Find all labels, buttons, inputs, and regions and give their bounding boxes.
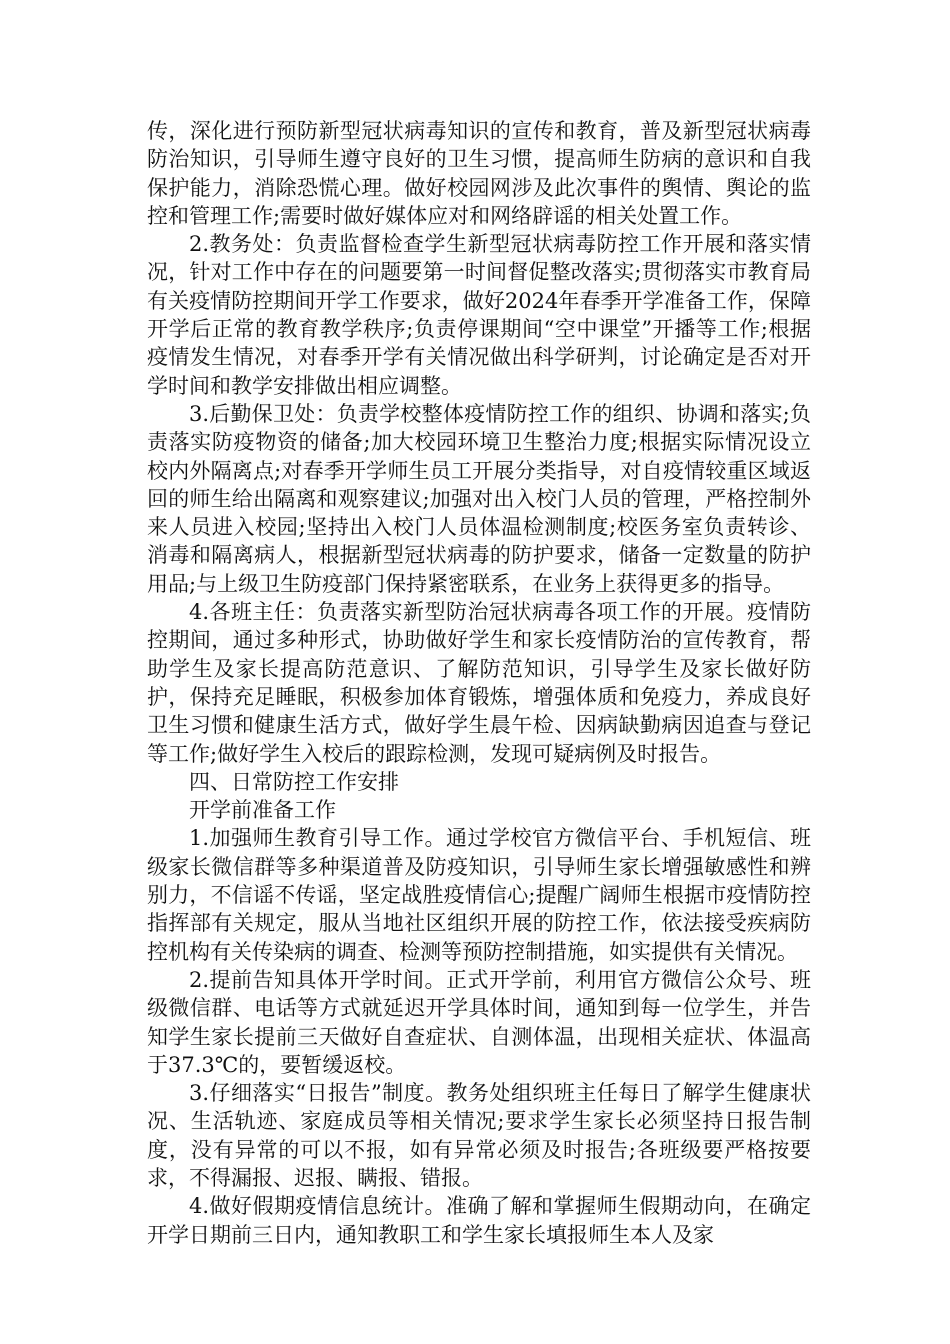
paragraph: 4.做好假期疫情信息统计。准确了解和掌握师生假期动向，在确定开学日期前三日内，通知教职工和学生家长填报师生本人及家: [147, 1194, 811, 1247]
paragraph: 3.后勤保卫处：负责学校整体疫情防控工作的组织、协调和落实;负责落实防疫物资的储备;加大校园环境卫生整治力度;根据实际情况设立校内外隔离点;对春季开学师生员工开展分类指导，对自疫情较重区域返回的师生给出隔离和观察建议;加强对出入校门人员的管理，严格控制外来人员进入校园;坚持出入校门人员体温检测制度;校医务室负责转诊、消毒和隔离病人，根据新型冠状病毒的防护要求，储备一定数量的防护用品;与上级卫生防疫部门保持紧密联系，在业务上获得更多的指导。: [147, 401, 811, 596]
paragraph: 1.加强师生教育引导工作。通过学校官方微信平台、手机短信、班级家长微信群等多种渠道普及防疫知识，引导师生家长增强敏感性和辨别力，不信谣不传谣，坚定战胜疫情信心;提醒广阔师生根据市疫情防控指挥部有关规定，服从当地社区组织开展的防控工作，依法接受疾病防控机构有关传染病的调查、检测等预防控制措施，如实提供有关情况。: [147, 826, 811, 964]
document-page: [147, 117, 811, 1249]
paragraph: 2.教务处：负责监督检查学生新型冠状病毒防控工作开展和落实情况，针对工作中存在的问题要第一时间督促整改落实;贯彻落实市教育局有关疫情防控期间开学工作要求，做好2024年春季开学准备工作，保障开学后正常的教育教学秩序;负责停课期间“空中课堂”开播等工作;根据疫情发生情况，对春季开学有关情况做出科学研判，讨论确定是否对开学时间和教学安排做出相应调整。: [147, 232, 811, 398]
paragraph: 2.提前告知具体开学时间。正式开学前，利用官方微信公众号、班级微信群、电话等方式就延迟开学具体时间，通知到每一位学生，并告知学生家长提前三天做好自查症状、自测体温，出现相关症状、体温高于37.3℃的，要暂缓返校。: [147, 967, 811, 1077]
subsection-heading: 开学前准备工作: [189, 798, 336, 823]
paragraph: 4.各班主任：负责落实新型防治冠状病毒各项工作的开展。疫情防控期间，通过多种形式，协助做好学生和家长疫情防治的宣传教育，帮助学生及家长提高防范意识、了解防范知识，引导学生及家长做好防护，保持充足睡眠，积极参加体育锻炼，增强体质和免疫力，养成良好卫生习惯和健康生活方式，做好学生晨午检、因病缺勤病因追查与登记等工作;做好学生入校后的跟踪检测，发现可疑病例及时报告。: [147, 600, 811, 766]
paragraph: 3.仔细落实“日报告”制度。教务处组织班主任每日了解学生健康状况、生活轨迹、家庭成员等相关情况;要求学生家长必须坚持日报告制度，没有异常的可以不报，如有异常必须及时报告;各班级要严格按要求，不得漏报、迟报、瞒报、错报。: [147, 1081, 811, 1190]
section-heading: 四、日常防控工作安排: [189, 769, 399, 794]
paragraph: 传，深化进行预防新型冠状病毒知识的宣传和教育，普及新型冠状病毒防治知识，引导师生遵守良好的卫生习惯，提高师生防病的意识和自我保护能力，消除恐慌心理。做好校园网涉及此次事件的舆情、舆论的监控和管理工作;需要时做好媒体应对和网络辟谣的相关处置工作。: [147, 119, 811, 228]
